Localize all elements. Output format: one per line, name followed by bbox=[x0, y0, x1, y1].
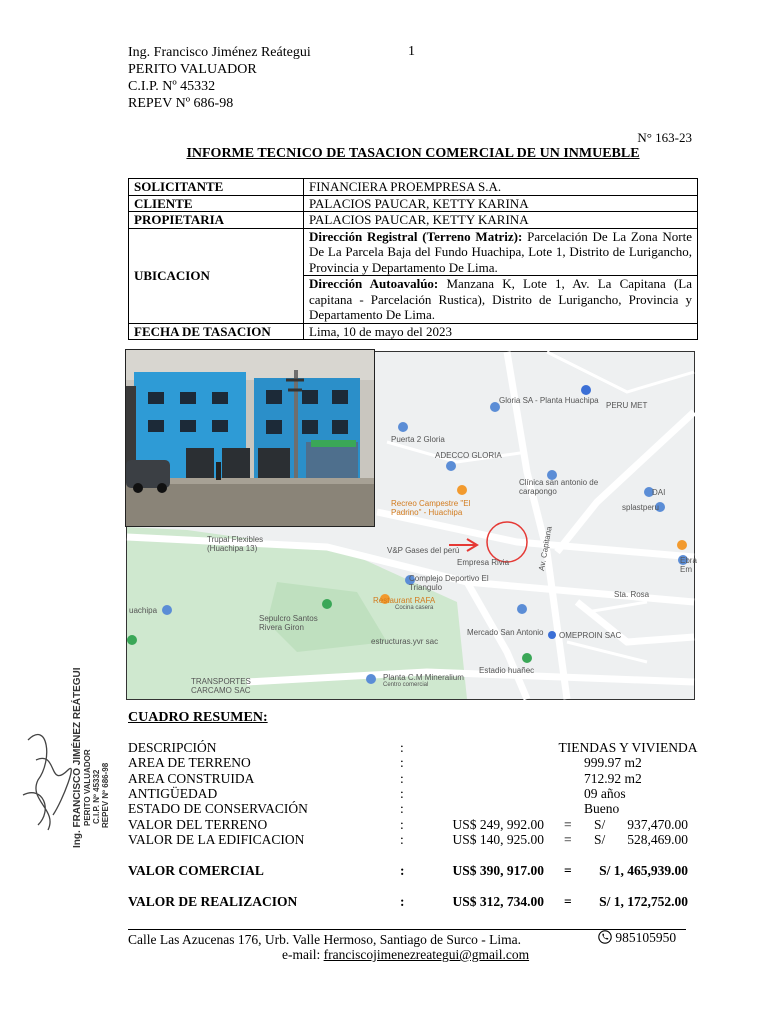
summary-row bbox=[128, 786, 698, 802]
phone-icon bbox=[598, 930, 612, 944]
map-label: Planta C.M Mineralium bbox=[383, 673, 464, 682]
direccion-autoavaluo-label: Dirección Autoavalúo: bbox=[309, 276, 439, 291]
colon: : bbox=[400, 740, 404, 755]
summary-row bbox=[128, 740, 698, 756]
letterhead bbox=[128, 44, 311, 112]
table-row bbox=[129, 179, 698, 196]
stamp-line-3: C.I.P. Nº 45332 bbox=[92, 769, 101, 824]
map-label: PERU MET bbox=[606, 401, 648, 410]
info-table bbox=[128, 178, 698, 340]
colon: : bbox=[400, 863, 405, 878]
table-row bbox=[129, 212, 698, 229]
usd-value: US$ 140, 925.00 bbox=[452, 832, 544, 847]
summary-label: AREA DE TERRENO bbox=[128, 755, 251, 770]
map-label: V&P Gases del perú bbox=[387, 546, 460, 555]
cliente-label: CLIENTE bbox=[129, 195, 304, 212]
map-label: OMEPROIN SAC bbox=[559, 631, 622, 640]
summary-row bbox=[128, 832, 698, 848]
equals-sign: = bbox=[564, 817, 572, 832]
colon: : bbox=[400, 755, 404, 770]
email-link[interactable]: franciscojimenezreategui@gmail.com bbox=[323, 947, 530, 962]
usd-value: US$ 249, 992.00 bbox=[452, 817, 544, 832]
stamp-line-1: Ing. FRANCISCO JIMÉNEZ REÁTEGUI bbox=[72, 667, 83, 848]
ubicacion-label: UBICACION bbox=[129, 228, 304, 323]
author-cip: C.I.P. Nº 45332 bbox=[128, 79, 216, 94]
email-label: e-mail: bbox=[282, 947, 321, 962]
summary-row bbox=[128, 771, 698, 787]
map-label: Restaurant RAFA bbox=[373, 596, 436, 605]
map-label: splastperu bbox=[622, 503, 659, 512]
equals-sign: = bbox=[564, 832, 572, 847]
colon: : bbox=[400, 894, 405, 909]
map-label: Recreo Campestre "El Padrino" - Huachipa bbox=[391, 499, 471, 517]
map-label: Clínica san antonio de carapongo bbox=[519, 478, 599, 496]
solicitante-value: FINANCIERA PROEMPRESA S.A. bbox=[304, 179, 698, 196]
map-label: Cocina casera bbox=[395, 605, 434, 611]
map-label: estructuras.yvr sac bbox=[371, 637, 439, 646]
valor-realizacion-row bbox=[128, 894, 698, 910]
direccion-autoavaluo-value: Manzana K, Lote 1, Av. La Capitana (La capitana - Parcelación Rustica), Distrito de Lurigancho, Provincia y Departamento De Lima. bbox=[309, 276, 693, 322]
valor-comercial-row bbox=[128, 863, 698, 879]
map-label: uachipa bbox=[129, 606, 158, 615]
colon: : bbox=[400, 771, 404, 786]
summary-row bbox=[128, 755, 698, 771]
colon: : bbox=[400, 801, 404, 816]
footer-address: Calle Las Azucenas 176, Urb. Valle Hermoso, Santiago de Surco - Lima. bbox=[128, 932, 522, 947]
map-label: Ebra bbox=[680, 556, 697, 565]
currency-symbol: S/ bbox=[594, 817, 606, 832]
usd-value: US$ 390, 917.00 bbox=[452, 863, 544, 878]
map-label: Centro comercial bbox=[383, 682, 429, 688]
summary-value: 09 años bbox=[584, 786, 626, 801]
phone-number: 985105950 bbox=[615, 930, 677, 945]
summary-row bbox=[128, 817, 698, 833]
summary-label: VALOR DEL TERRENO bbox=[128, 817, 268, 832]
summary-value: Bueno bbox=[584, 801, 620, 816]
pen-value: S/ 1, 172,752.00 bbox=[599, 894, 688, 909]
colon: : bbox=[400, 817, 404, 832]
equals-sign: = bbox=[564, 863, 572, 878]
fecha-value: Lima, 10 de mayo del 2023 bbox=[304, 323, 698, 340]
map-label: Trupal Flexibles (Huachipa 13) bbox=[207, 535, 264, 553]
author-name: Ing. Francisco Jiménez Reátegui bbox=[128, 45, 311, 60]
pen-value: S/ 1, 465,939.00 bbox=[599, 863, 688, 878]
summary-label: DESCRIPCIÓN bbox=[128, 740, 217, 755]
fecha-label: FECHA DE TASACION bbox=[129, 323, 304, 340]
map-label: Sepulcro Santos Rivera Giron bbox=[259, 614, 318, 632]
page-number: 1 bbox=[408, 44, 415, 59]
stamp-line-4: REPEV Nº 686-98 bbox=[101, 762, 110, 828]
usd-value: US$ 312, 734.00 bbox=[452, 894, 544, 909]
map-label: Gloria SA - Planta Huachipa bbox=[499, 396, 599, 405]
stamp-line-2: PERITO VALUADOR bbox=[83, 749, 92, 826]
direccion-registral-label: Dirección Registral (Terreno Matriz): bbox=[309, 228, 523, 244]
map-label: ADECCO GLORIA bbox=[435, 451, 502, 460]
summary-row bbox=[128, 801, 698, 817]
report-number: N° 163-23 bbox=[637, 130, 692, 145]
colon: : bbox=[400, 832, 404, 847]
map-label: Empresa Rivia bbox=[457, 558, 510, 567]
summary-value: 712.92 m2 bbox=[584, 771, 642, 786]
map-label: Puerta 2 Gloria bbox=[391, 435, 445, 444]
map-label: Av. Capitana bbox=[537, 525, 554, 572]
footer-email bbox=[282, 947, 529, 963]
author-repev: REPEV Nº 686-98 bbox=[128, 96, 234, 111]
summary-title-text: CUADRO RESUMEN bbox=[128, 710, 263, 725]
summary-title: CUADRO RESUMEN: bbox=[128, 710, 268, 725]
map-label: TRANSPORTES CARCAMO SAC bbox=[191, 677, 251, 695]
map-label: Em bbox=[680, 565, 692, 574]
author-role: PERITO VALUADOR bbox=[128, 62, 257, 77]
equals-sign: = bbox=[564, 894, 572, 909]
direccion-registral-value: Parcelación De La Zona Norte De La Parcela Baja del Fundo Huachipa, Lote 1, Distrito de Lurigancho, Provincia y Departamento De Lima. bbox=[309, 228, 692, 275]
summary-label: VALOR DE LA EDIFICACION bbox=[128, 832, 305, 847]
summary-label: ESTADO DE CONSERVACIÓN bbox=[128, 801, 308, 816]
handwritten-signature bbox=[23, 735, 71, 830]
table-row bbox=[129, 323, 698, 340]
footer-phone bbox=[598, 930, 676, 946]
summary-label: VALOR COMERCIAL bbox=[128, 863, 264, 878]
table-row bbox=[129, 228, 698, 276]
summary-label: AREA CONSTRUIDA bbox=[128, 771, 255, 786]
pen-value: 937,470.00 bbox=[627, 817, 688, 832]
summary-label: ANTIGÜEDAD bbox=[128, 786, 218, 801]
map-label: Complejo Deportivo El Triangulo bbox=[409, 574, 489, 592]
propietaria-label: PROPIETARIA bbox=[129, 212, 304, 229]
map-label: Estadio huañec bbox=[479, 666, 535, 675]
propietaria-value: PALACIOS PAUCAR, KETTY KARINA bbox=[304, 212, 698, 229]
table-row bbox=[129, 195, 698, 212]
summary-label: VALOR DE REALIZACION bbox=[128, 894, 298, 909]
summary-value: 999.97 m2 bbox=[584, 755, 642, 770]
summary-value: TIENDAS Y VIVIENDA bbox=[558, 740, 698, 755]
direccion-registral bbox=[304, 228, 698, 276]
cliente-value: PALACIOS PAUCAR, KETTY KARINA bbox=[304, 195, 698, 212]
colon: : bbox=[400, 786, 404, 801]
property-photo bbox=[125, 349, 375, 527]
currency-symbol: S/ bbox=[594, 832, 606, 847]
direccion-autoavaluo bbox=[304, 276, 698, 324]
pen-value: 528,469.00 bbox=[627, 832, 688, 847]
map-label: Mercado San Antonio bbox=[467, 628, 544, 637]
signature-stamp bbox=[8, 667, 118, 850]
report-title: INFORME TECNICO DE TASACION COMERCIAL DE UN INMUEBLE bbox=[186, 146, 640, 161]
solicitante-label: SOLICITANTE bbox=[129, 179, 304, 196]
map-label: DAI bbox=[652, 488, 666, 497]
map-label: Sta. Rosa bbox=[614, 590, 650, 599]
